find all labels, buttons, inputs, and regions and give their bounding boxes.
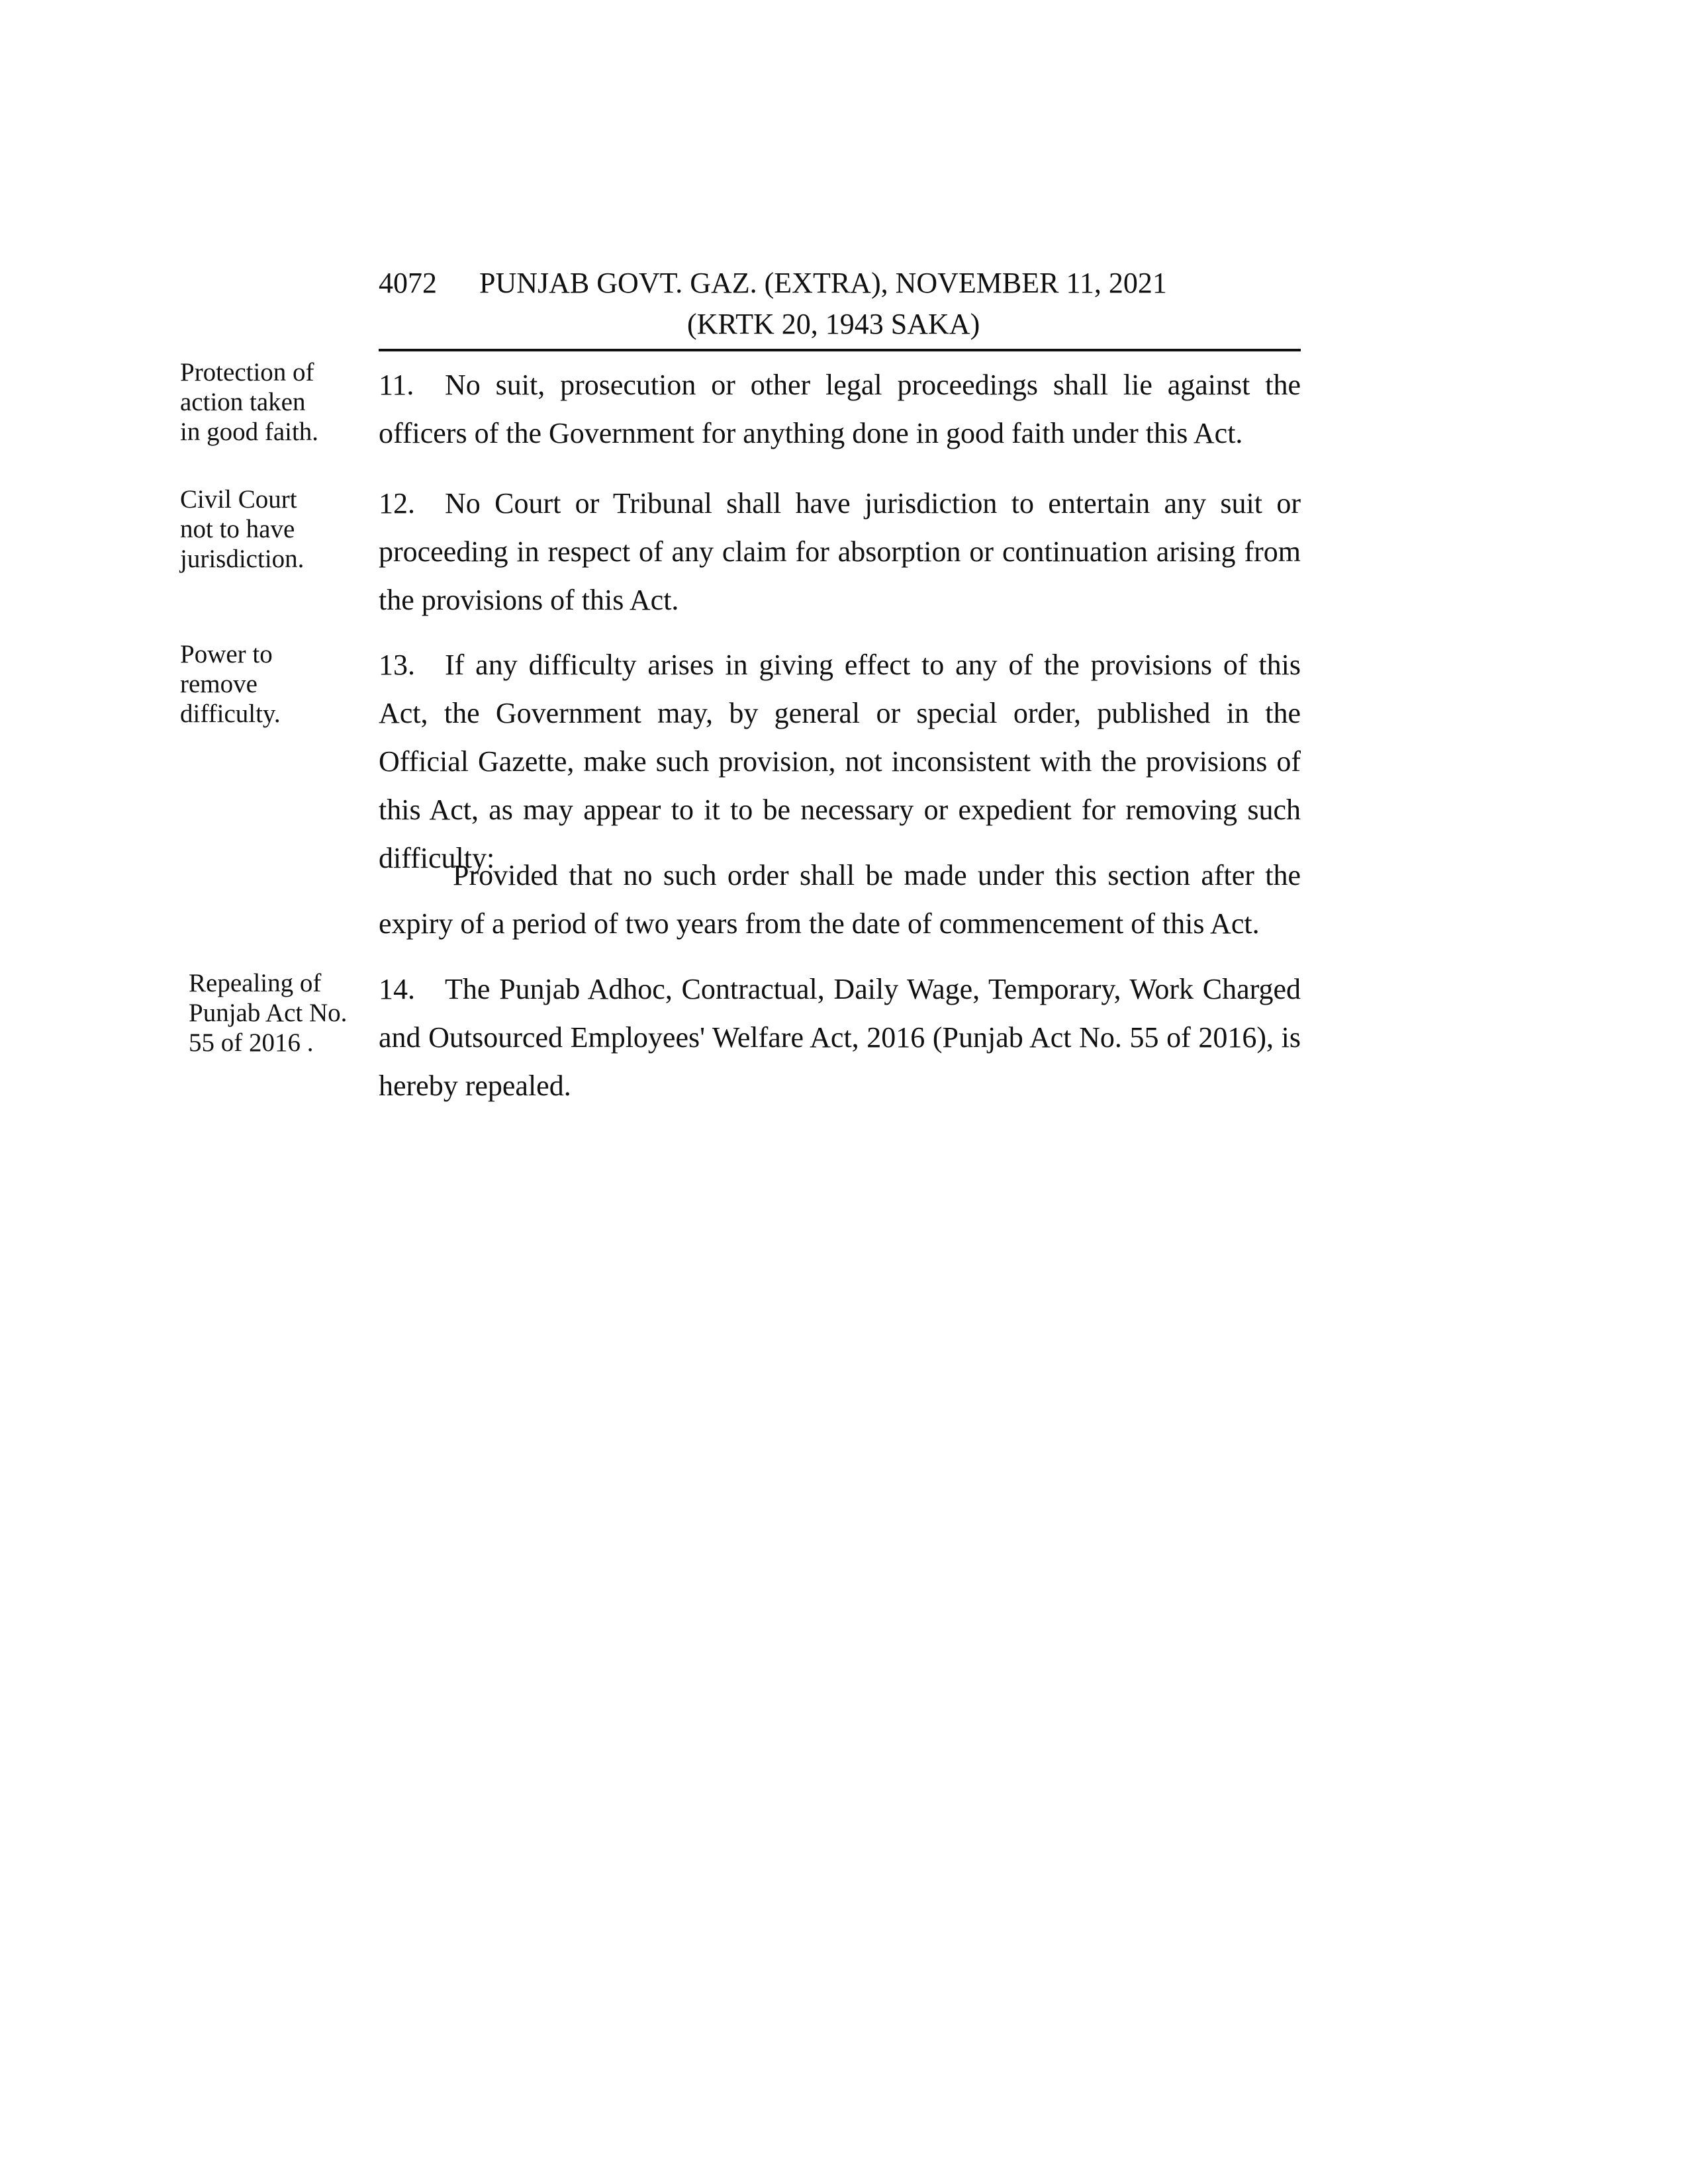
margin-note-line: remove — [180, 670, 258, 698]
margin-note-line: jurisdiction. — [180, 545, 305, 573]
section-13 — [379, 641, 1301, 882]
section-12 — [379, 479, 1301, 624]
section-body: The Punjab Adhoc, Contractual, Daily Wage, Temporary, Work Charged and Outsourced Employees' Welfare Act, 2016 (Punjab Act No. 55 of 2016), is hereby repealed. — [379, 973, 1301, 1102]
margin-note-line: not to have — [180, 515, 295, 543]
margin-note-line: Civil Court — [180, 485, 297, 514]
gazette-subtitle: (KRTK 20, 1943 SAKA) — [687, 308, 980, 340]
page-header — [379, 265, 1305, 302]
section-14 — [379, 965, 1301, 1110]
section-number: 14. — [379, 973, 415, 1005]
margin-note-line: Power to — [180, 640, 273, 668]
section-body: No Court or Tribunal shall have jurisdiction to entertain any suit or proceeding in respect of any claim for absorption or continuation arising from the provisions of this Act. — [379, 487, 1301, 616]
margin-note-line: Punjab Act No. — [189, 999, 348, 1027]
margin-note-line: Repealing of — [189, 969, 322, 997]
section-number: 12. — [379, 487, 415, 520]
section-number: 11. — [379, 369, 414, 401]
section-body: No suit, prosecution or other legal proceedings shall lie against the officers of the Government for anything done in good faith under this Act. — [379, 369, 1301, 449]
gazette-title: PUNJAB GOVT. GAZ. (EXTRA), NOVEMBER 11, 2021 — [479, 267, 1167, 299]
header-rule — [379, 349, 1301, 351]
margin-note-section-11 — [180, 357, 379, 447]
margin-note-line: 55 of 2016 . — [189, 1028, 314, 1057]
section-number: 13. — [379, 649, 415, 681]
section-body: If any difficulty arises in giving effect to any of the provisions of this Act, the Government may, by general or special order, published in the Official Gazette, make such provision, not inconsistent with the provisions of this Act, as may appear to it to be necessary or expedient for removing such difficulty: — [379, 649, 1301, 874]
section-11 — [379, 361, 1301, 457]
margin-note-line: action taken — [180, 388, 306, 416]
section-13-proviso: Provided that no such order shall be made under this section after the expiry of a period of two years from the date of commencement of this Act. — [379, 859, 1301, 940]
margin-note-line: difficulty. — [180, 700, 281, 728]
margin-note-section-12 — [180, 484, 379, 574]
margin-note-section-13 — [180, 639, 379, 729]
margin-note-section-14 — [189, 968, 387, 1058]
margin-note-line: in good faith. — [180, 418, 319, 446]
margin-note-line: Protection of — [180, 358, 314, 387]
page-number: 4072 — [379, 267, 437, 299]
